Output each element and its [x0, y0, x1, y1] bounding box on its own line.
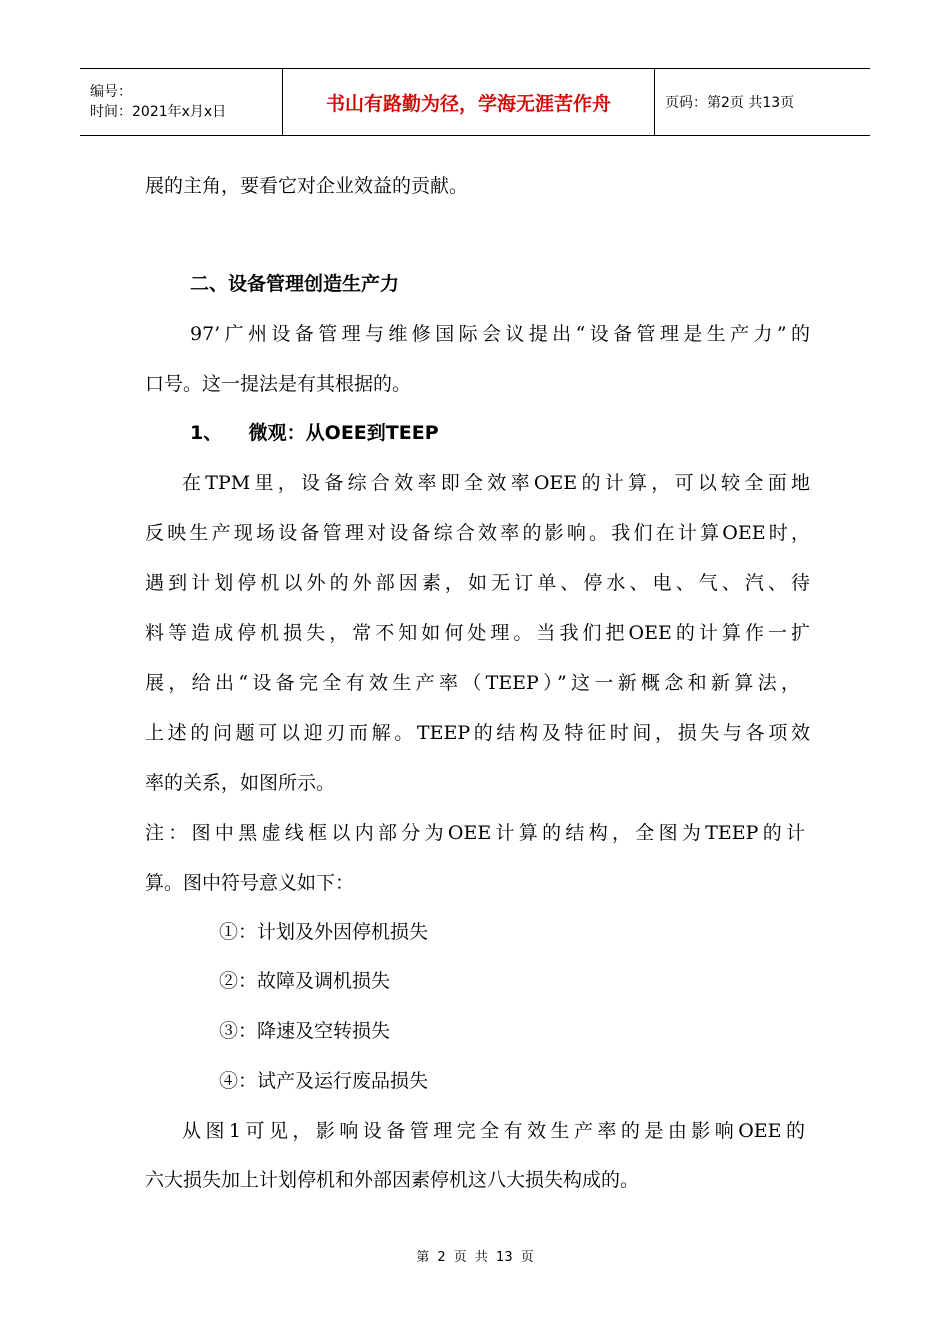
paragraph-line: 六大损失加上计划停机和外部因素停机这八大损失构成的。: [145, 1169, 640, 1191]
paragraph-line: 从图1可见，影响设备管理完全有效生产率的是由影响OEE的: [182, 1120, 805, 1142]
page-header: [80, 68, 870, 136]
document-time-label: 时间：2021年x月x日: [90, 104, 227, 120]
legend-item: ①：计划及外因停机损失: [219, 921, 429, 943]
note-line: 算。图中符号意义如下：: [145, 872, 355, 894]
header-page-label: 页码：第2页 共13页: [665, 95, 795, 111]
header-page-info: [655, 69, 870, 135]
header-meta: [80, 69, 283, 135]
header-motto: [283, 69, 655, 135]
paragraph-line: 料等造成停机损失，常不知如何处理。当我们把OEE的计算作一扩: [145, 622, 810, 644]
legend-item: ③：降速及空转损失: [219, 1020, 391, 1042]
paragraph-line: 展的主角，要看它对企业效益的贡献。: [145, 175, 469, 197]
paragraph-line: 率的关系，如图所示。: [145, 772, 336, 794]
page-footer: [0, 1246, 950, 1265]
paragraph-line: 口号。这一提法是有其根据的。: [145, 373, 412, 395]
legend-item: ②：故障及调机损失: [219, 970, 391, 992]
subsection-heading: 1、 微观：从OEE到TEEP: [190, 422, 439, 444]
paragraph-line: 展，给出“设备完全有效生产率（TEEP）”这一新概念和新算法，: [145, 672, 800, 694]
paragraph-line: 97’广州设备管理与维修国际会议提出“设备管理是生产力”的: [190, 323, 810, 345]
paragraph-line: 在TPM里，设备综合效率即全效率OEE的计算，可以较全面地: [182, 472, 810, 494]
section-heading: 二、设备管理创造生产力: [190, 273, 400, 295]
legend-item: ④：试产及运行废品损失: [219, 1070, 429, 1092]
paragraph-line: 遇到计划停机以外的外部因素，如无订单、停水、电、气、汽、待: [145, 572, 810, 594]
paragraph-line: 反映生产现场设备管理对设备综合效率的影响。我们在计算OEE时，: [145, 522, 810, 544]
motto-text: 书山有路勤为径，学海无涯苦作舟: [325, 92, 611, 115]
note-line: 注：图中黑虚线框以内部分为OEE计算的结构，全图为TEEP的计: [145, 822, 805, 844]
footer-page-number: 第 2 页 共 13 页: [416, 1250, 534, 1265]
document-number-label: 编号：: [90, 84, 132, 100]
paragraph-line: 上述的问题可以迎刃而解。TEEP的结构及特征时间，损失与各项效: [145, 722, 810, 744]
